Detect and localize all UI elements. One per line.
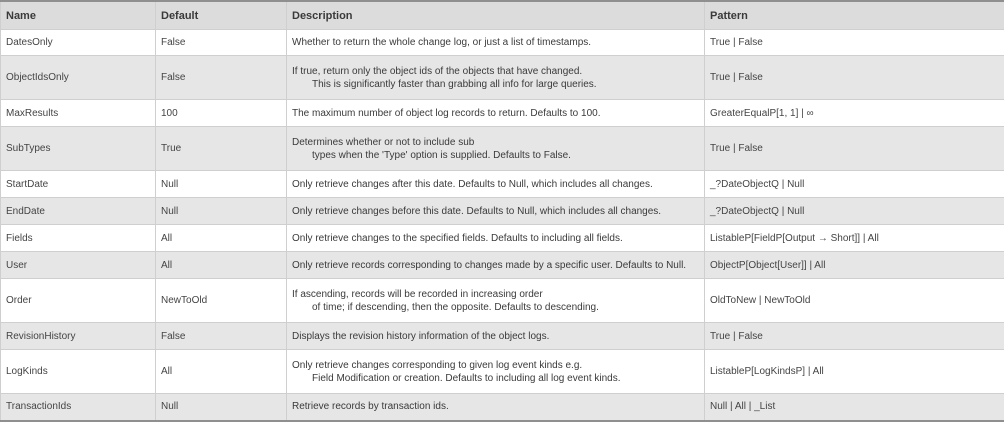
description-line: Only retrieve changes corresponding to given log event kinds e.g. (292, 359, 583, 371)
option-default: All (156, 225, 287, 252)
table-row (1, 225, 1004, 252)
option-default: Null (156, 394, 287, 421)
option-name: TransactionIds (1, 394, 156, 421)
option-default: True (156, 127, 287, 171)
option-pattern: ListableP[LogKindsP] | All (705, 350, 1004, 394)
description-line: Only retrieve changes to the specified fields. Defaults to including all fields. (292, 232, 623, 244)
table-row (1, 127, 1004, 171)
option-default: False (156, 30, 287, 56)
option-name: DatesOnly (1, 30, 156, 56)
table-row (1, 350, 1004, 394)
table-row (1, 323, 1004, 350)
option-description (287, 198, 705, 225)
option-description (287, 127, 705, 171)
table-body (1, 30, 1004, 421)
description-line: The maximum number of object log records to return. Defaults to 100. (292, 107, 601, 119)
option-name: LogKinds (1, 350, 156, 394)
option-default: Null (156, 198, 287, 225)
option-name: RevisionHistory (1, 323, 156, 350)
table-row (1, 100, 1004, 127)
description-line: Displays the revision history information of the object logs. (292, 330, 550, 342)
option-description (287, 350, 705, 394)
description-line: Determines whether or not to include sub (292, 136, 475, 148)
option-default: False (156, 56, 287, 100)
description-continuation: This is significantly faster than grabbing all info for large queries. (312, 78, 597, 90)
option-pattern: True | False (705, 30, 1004, 56)
option-description (287, 394, 705, 421)
option-name: EndDate (1, 198, 156, 225)
description-line: If ascending, records will be recorded in increasing order (292, 288, 543, 300)
option-description (287, 100, 705, 127)
option-pattern: OldToNew | NewToOld (705, 279, 1004, 323)
option-name: User (1, 252, 156, 279)
option-name: MaxResults (1, 100, 156, 127)
option-default: Null (156, 171, 287, 198)
option-default: NewToOld (156, 279, 287, 323)
option-pattern: True | False (705, 127, 1004, 171)
option-description (287, 323, 705, 350)
table-row (1, 56, 1004, 100)
table-row (1, 394, 1004, 421)
option-pattern: Null | All | _List (705, 394, 1004, 421)
description-line: Whether to return the whole change log, or just a list of timestamps. (292, 37, 592, 48)
description-line: Only retrieve changes before this date. Defaults to Null, which includes all changes. (292, 205, 662, 217)
option-default: All (156, 350, 287, 394)
description-line: If true, return only the object ids of the objects that have changed. (292, 65, 583, 77)
option-description (287, 30, 705, 56)
header-name: Name (1, 1, 156, 30)
description-continuation: Field Modification or creation. Defaults to including all log event kinds. (312, 372, 621, 384)
option-pattern: _?DateObjectQ | Null (705, 198, 1004, 225)
option-description (287, 252, 705, 279)
option-pattern: ObjectP[Object[User]] | All (705, 252, 1004, 279)
description-line: Retrieve records by transaction ids. (292, 401, 449, 413)
option-description (287, 279, 705, 323)
option-name: Order (1, 279, 156, 323)
option-pattern: _?DateObjectQ | Null (705, 171, 1004, 198)
table-row (1, 30, 1004, 56)
option-default: All (156, 252, 287, 279)
header-description: Description (287, 1, 705, 30)
option-name: Fields (1, 225, 156, 252)
option-pattern: ListableP[FieldP[Output → Short]] | All (705, 225, 1004, 252)
header-row (1, 1, 1004, 30)
option-description (287, 225, 705, 252)
option-description (287, 56, 705, 100)
option-default: 100 (156, 100, 287, 127)
option-default: False (156, 323, 287, 350)
table-row (1, 198, 1004, 225)
table-row (1, 171, 1004, 198)
option-name: StartDate (1, 171, 156, 198)
table-row (1, 252, 1004, 279)
option-pattern: True | False (705, 56, 1004, 100)
option-description (287, 171, 705, 198)
option-name: SubTypes (1, 127, 156, 171)
description-line: Only retrieve changes after this date. Defaults to Null, which includes all changes. (292, 178, 653, 190)
description-continuation: types when the 'Type' option is supplied. Defaults to False. (312, 149, 571, 161)
option-pattern: GreaterEqualP[1, 1] | ∞ (705, 100, 1004, 127)
table-row (1, 279, 1004, 323)
option-name: ObjectIdsOnly (1, 56, 156, 100)
description-continuation: of time; if descending, then the opposite. Defaults to descending. (312, 301, 599, 313)
description-line: Only retrieve records corresponding to changes made by a specific user. Defaults to Null. (292, 259, 687, 271)
header-pattern: Pattern (705, 1, 1004, 30)
header-default: Default (156, 1, 287, 30)
option-pattern: True | False (705, 323, 1004, 350)
